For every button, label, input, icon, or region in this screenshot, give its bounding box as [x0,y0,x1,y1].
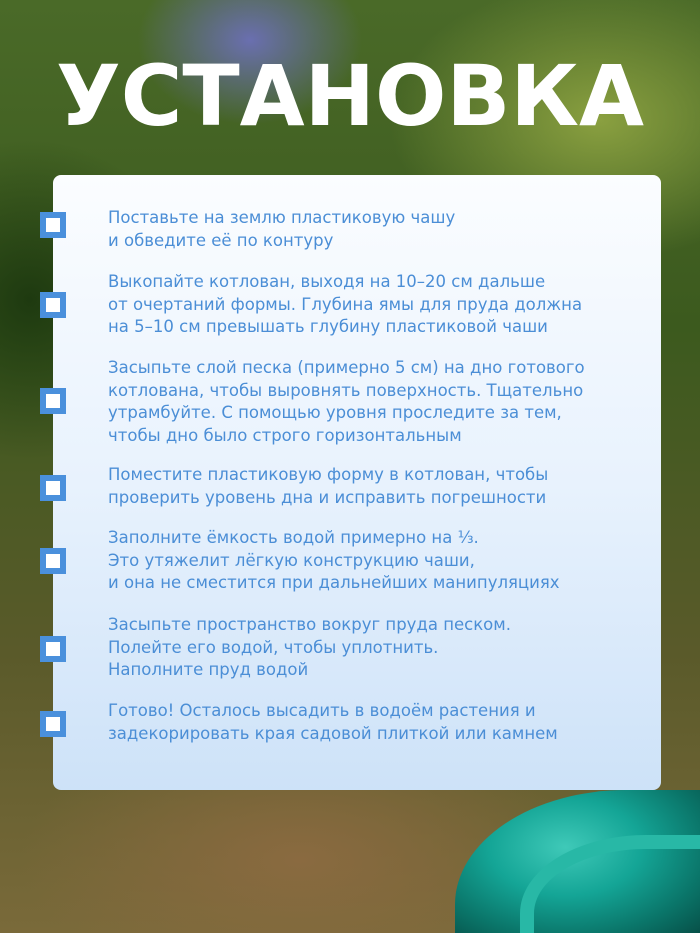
step-6: Засыпьте пространство вокруг пруда песком. Полейте его водой, чтобы уплотнить. Наполните пруд водой [108,615,511,679]
checkbox-icon [40,475,66,501]
checkbox-icon [40,292,66,318]
checkbox-icon [40,636,66,662]
step-3: Засыпьте слой песка (примерно 5 см) на дно готового котлована, чтобы выровнять поверхность. Тщательно утрамбуйте. С помощью уровня проследите за тем, чтобы дно было строго горизонтальным [108,358,585,445]
step-4: Поместите пластиковую форму в котлован, чтобы проверить уровень дна и исправить погрешности [108,465,549,507]
step-1: Поставьте на землю пластиковую чашу и обведите её по контуру [108,208,456,250]
checkbox-icon [40,212,66,238]
checkbox-icon [40,388,66,414]
page-title: УСТАНОВКА [55,47,645,145]
step-2: Выкопайте котлован, выходя на 10–20 см дальше от очертаний формы. Глубина ямы для пруда должна на 5–10 см превышать глубину пластиковой чаши [108,272,583,336]
checkbox-icon [40,711,66,737]
checkbox-icon [40,548,66,574]
step-7: Готово! Осталось высадить в водоём растения и задекорировать края садовой плиткой или камнем [108,701,558,743]
step-5: Заполните ёмкость водой примерно на ⅓. Это утяжелит лёгкую конструкцию чаши, и она не сместится при дальнейших манипуляциях [108,528,560,592]
